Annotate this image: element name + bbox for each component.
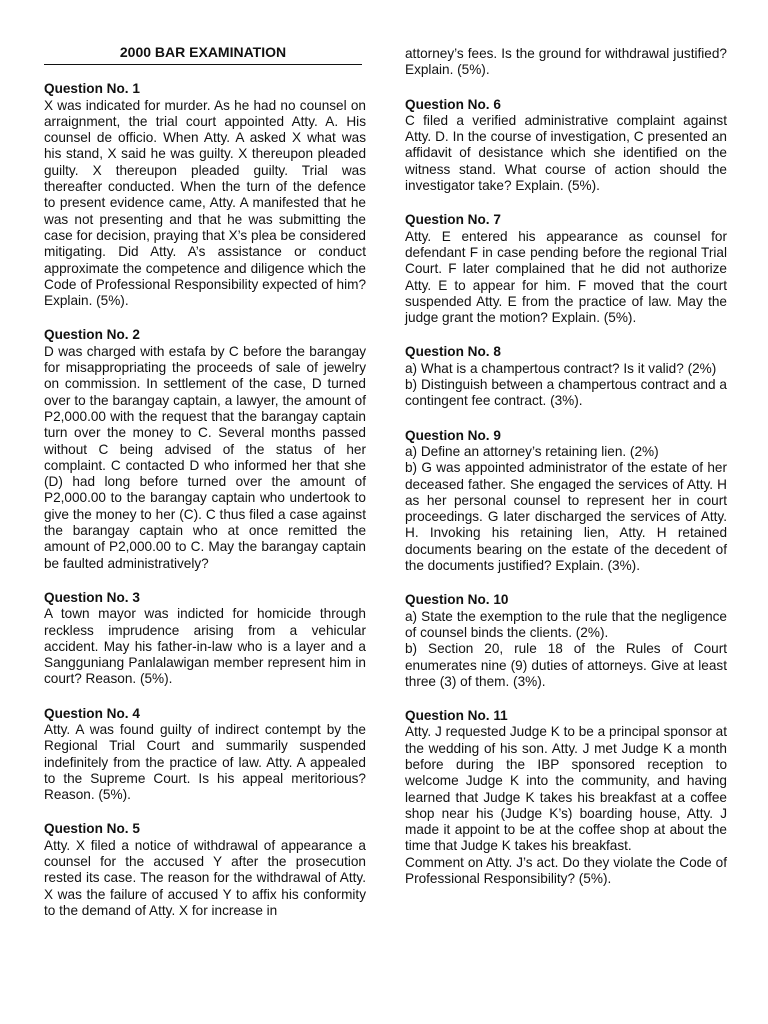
question-heading: Question No. 5	[44, 821, 140, 837]
question-text: attorney’s fees. Is the ground for withdrawal justified? Explain. (5%).	[405, 46, 727, 78]
question-prompt: Comment on Atty. J’s act. Do they violate the Code of Professional Responsibility? (5%).	[405, 854, 727, 887]
question-heading: Question No. 2	[44, 327, 140, 343]
question-3	[44, 590, 366, 688]
question-part-b: b) G was appointed administrator of the estate of her deceased father. She engaged the services of Atty. H as her personal counsel to represent her in court proceedings. G later discharged the services of Atty. H. Invoking his retaining lien, Atty. H retained documents bearing on the estate of the decedent of the documents justified? Explain. (3%).	[405, 460, 727, 574]
question-text: Atty. A was found guilty of indirect contempt by the Regional Trial Court and summarily suspended indefinitely from the practice of law. Atty. A appealed to the Supreme Court. Is his appeal meritorious? Reason. (5%).	[44, 721, 366, 803]
question-heading: Question No. 6	[405, 96, 501, 112]
question-heading: Question No. 9	[405, 427, 501, 443]
question-text: Atty. J requested Judge K to be a principal sponsor at the wedding of his son. Atty. J met Judge K a month before during the IBP sponsored reception to welcome Judge K into the community, and having learned that Judge K takes his breakfast at a coffee shop near his (Judge K’s) boarding house, Atty. J made it appoint to be at the coffee shop at about the time that Judge K takes his breakfast.	[405, 724, 727, 854]
question-text: D was charged with estafa by C before the barangay for misappropriating the proceeds of sale of jewelry on commission. In settlement of the case, D turned over to the barangay captain, a lawyer, the amount of P2,000.00 with the request that the barangay captain turn over the money to C. Several months passed without C being advised of the status of her complaint. C contacted D who informed her that she (D) had long before turned over the amount of P2,000.00 to the barangay captain who undertook to give the money to her (C). C thus filed a case against the barangay captain who at once remitted the amount of P2,000.00 to C. May the barangay captain be faulted administratively?	[44, 343, 366, 571]
question-8	[405, 344, 727, 409]
question-11	[405, 708, 727, 887]
question-text: Atty. E entered his appearance as counsel for defendant F in case pending before the regional Trial Court. F later complained that he did not authorize Atty. E to appear for him. F moved that the court suspended Atty. E from the practice of law. May the judge grant the motion? Explain. (5%).	[405, 228, 727, 326]
question-heading: Question No. 4	[44, 705, 140, 721]
question-7	[405, 212, 727, 326]
question-text: Atty. X filed a notice of withdrawal of appearance a counsel for the accused Y after the prosecution rested its case. The reason for the withdrawal of Atty. X was the failure of accused Y to affix his conformity to the demand of Atty. X for increase in	[44, 837, 366, 918]
question-9	[405, 428, 727, 575]
question-heading: Question No. 1	[44, 81, 140, 97]
question-heading: Question No. 3	[44, 589, 140, 605]
question-6	[405, 97, 727, 195]
question-part-b: b) Distinguish between a champertous contract and a contingent fee contract. (3%).	[405, 377, 727, 409]
question-5	[44, 821, 366, 919]
question-text: A town mayor was indicted for homicide through reckless imprudence arising from a vehicular accident. May his father-in-law who is a layer and a Sangguniang Panlalawigan member represent him in court? Reason. (5%).	[44, 606, 366, 687]
question-10	[405, 592, 727, 690]
question-5-continued	[405, 46, 727, 79]
question-part-a: a) What is a champertous contract? Is it valid? (2%)	[405, 360, 717, 376]
right-column	[405, 46, 727, 905]
question-part-a: a) State the exemption to the rule that the negligence of counsel binds the clients. (2%).	[405, 608, 727, 640]
left-column	[44, 44, 366, 937]
question-1	[44, 81, 366, 309]
question-heading: Question No. 10	[405, 592, 509, 608]
question-text: C filed a verified administrative complaint against Atty. D. In the course of investigation, C presented an affidavit of desistance which she identified on the witness stand. What course of action should the investigator take? Explain. (5%).	[405, 112, 727, 194]
question-heading: Question No. 11	[405, 708, 508, 724]
question-4	[44, 706, 366, 804]
question-heading: Question No. 8	[405, 344, 501, 360]
question-text: X was indicated for murder. As he had no counsel on arraignment, the trial court appointed Atty. A. His counsel de officio. When Atty. A asked X what was his stand, X said he was guilty. X thereupon pleaded guilty. X thereupon pleaded guilty. Trial was thereafter conducted. When the turn of the defence to present evidence came, Atty. A manifested that he was not presenting and that he was submitting the case for decision, praying that X’s plea be considered mitigating. Did Atty. A’s assistance or conduct approximate the competence and diligence which the Code of Professional Responsibility expected of him? Explain. (5%).	[44, 97, 366, 309]
question-heading: Question No. 7	[405, 212, 501, 228]
page-title: 2000 BAR EXAMINATION	[44, 44, 362, 65]
question-part-a: a) Define an attorney’s retaining lien. (2%)	[405, 443, 659, 459]
question-part-b: b) Section 20, rule 18 of the Rules of Court enumerates nine (9) duties of attorneys. Give at least three (3) of them. (3%).	[405, 641, 727, 689]
question-2	[44, 327, 366, 571]
